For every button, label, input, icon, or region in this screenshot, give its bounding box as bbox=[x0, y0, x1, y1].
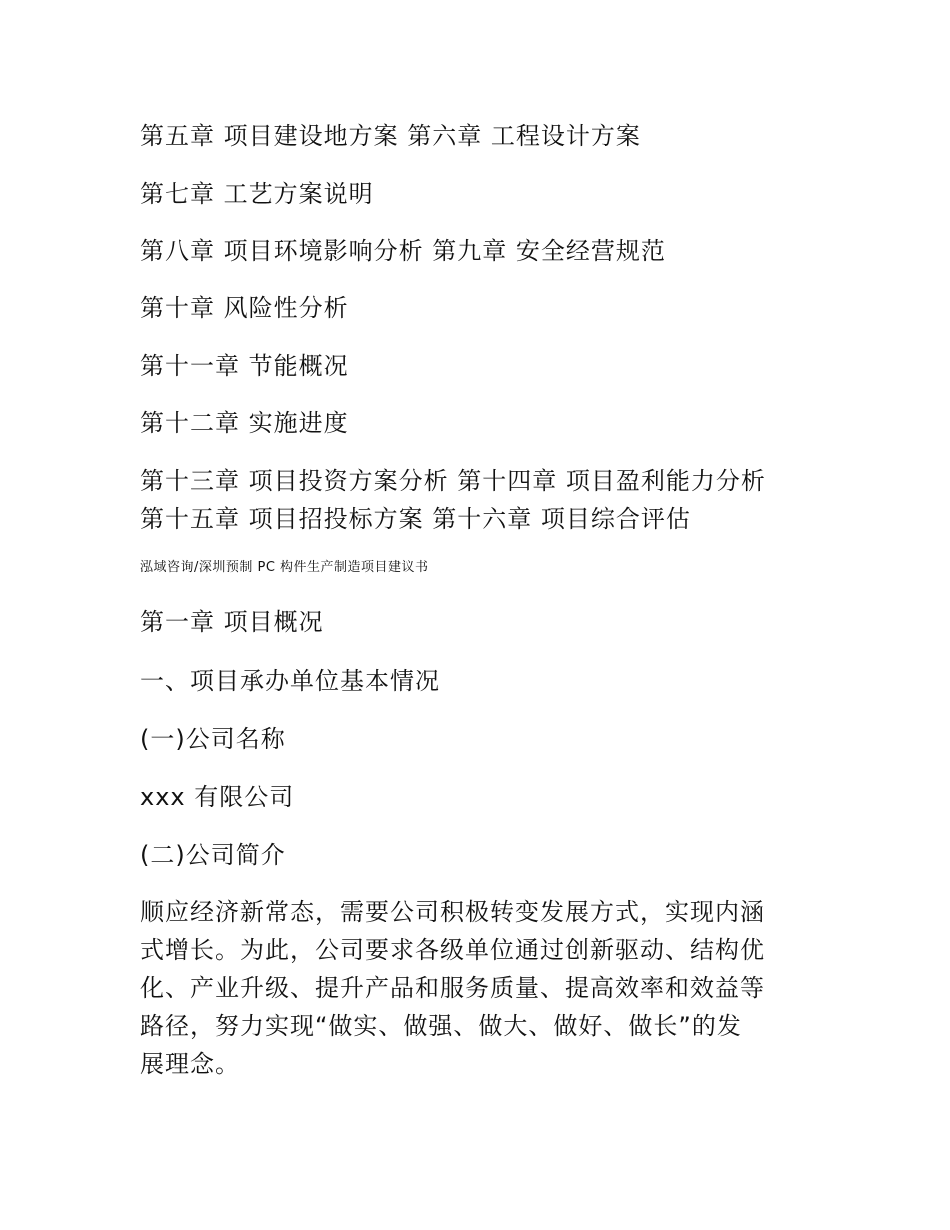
document-header-caption: 泓域咨询/深圳预制 PC 构件生产制造项目建议书 bbox=[140, 560, 429, 575]
company-name-value: xxx 有限公司 bbox=[140, 783, 295, 811]
toc-line-chapters-13-14: 第十三章 项目投资方案分析 第十四章 项目盈利能力分析 bbox=[140, 467, 766, 495]
subsection-company-intro-heading: (二)公司简介 bbox=[140, 841, 286, 869]
toc-line-chapter-10: 第十章 风险性分析 bbox=[140, 294, 349, 322]
paragraph-line: 路径，努力实现“做实、做强、做大、做好、做长”的发 bbox=[140, 1012, 742, 1040]
paragraph-line: 顺应经济新常态，需要公司积极转变发展方式，实现内涵 bbox=[140, 898, 765, 926]
chapter-title: 第一章 项目概况 bbox=[140, 608, 324, 636]
paragraph-line: 化、产业升级、提升产品和服务质量、提高效率和效益等 bbox=[140, 974, 765, 1002]
company-intro-paragraph bbox=[140, 893, 800, 1083]
paragraph-line: 展理念。 bbox=[140, 1050, 240, 1078]
toc-line-chapter-7: 第七章 工艺方案说明 bbox=[140, 180, 374, 208]
toc-line-chapters-8-9: 第八章 项目环境影响分析 第九章 安全经营规范 bbox=[140, 237, 666, 265]
paragraph-line: 式增长。为此，公司要求各级单位通过创新驱动、结构优 bbox=[140, 936, 765, 964]
toc-line-chapter-12: 第十二章 实施进度 bbox=[140, 409, 349, 437]
toc-line-chapter-11: 第十一章 节能概况 bbox=[140, 352, 349, 380]
section-heading: 一、项目承办单位基本情况 bbox=[140, 667, 440, 695]
toc-line-chapters-15-16: 第十五章 项目招投标方案 第十六章 项目综合评估 bbox=[140, 505, 691, 533]
toc-line-chapters-5-6: 第五章 项目建设地方案 第六章 工程设计方案 bbox=[140, 122, 641, 150]
subsection-company-name-heading: (一)公司名称 bbox=[140, 725, 286, 753]
